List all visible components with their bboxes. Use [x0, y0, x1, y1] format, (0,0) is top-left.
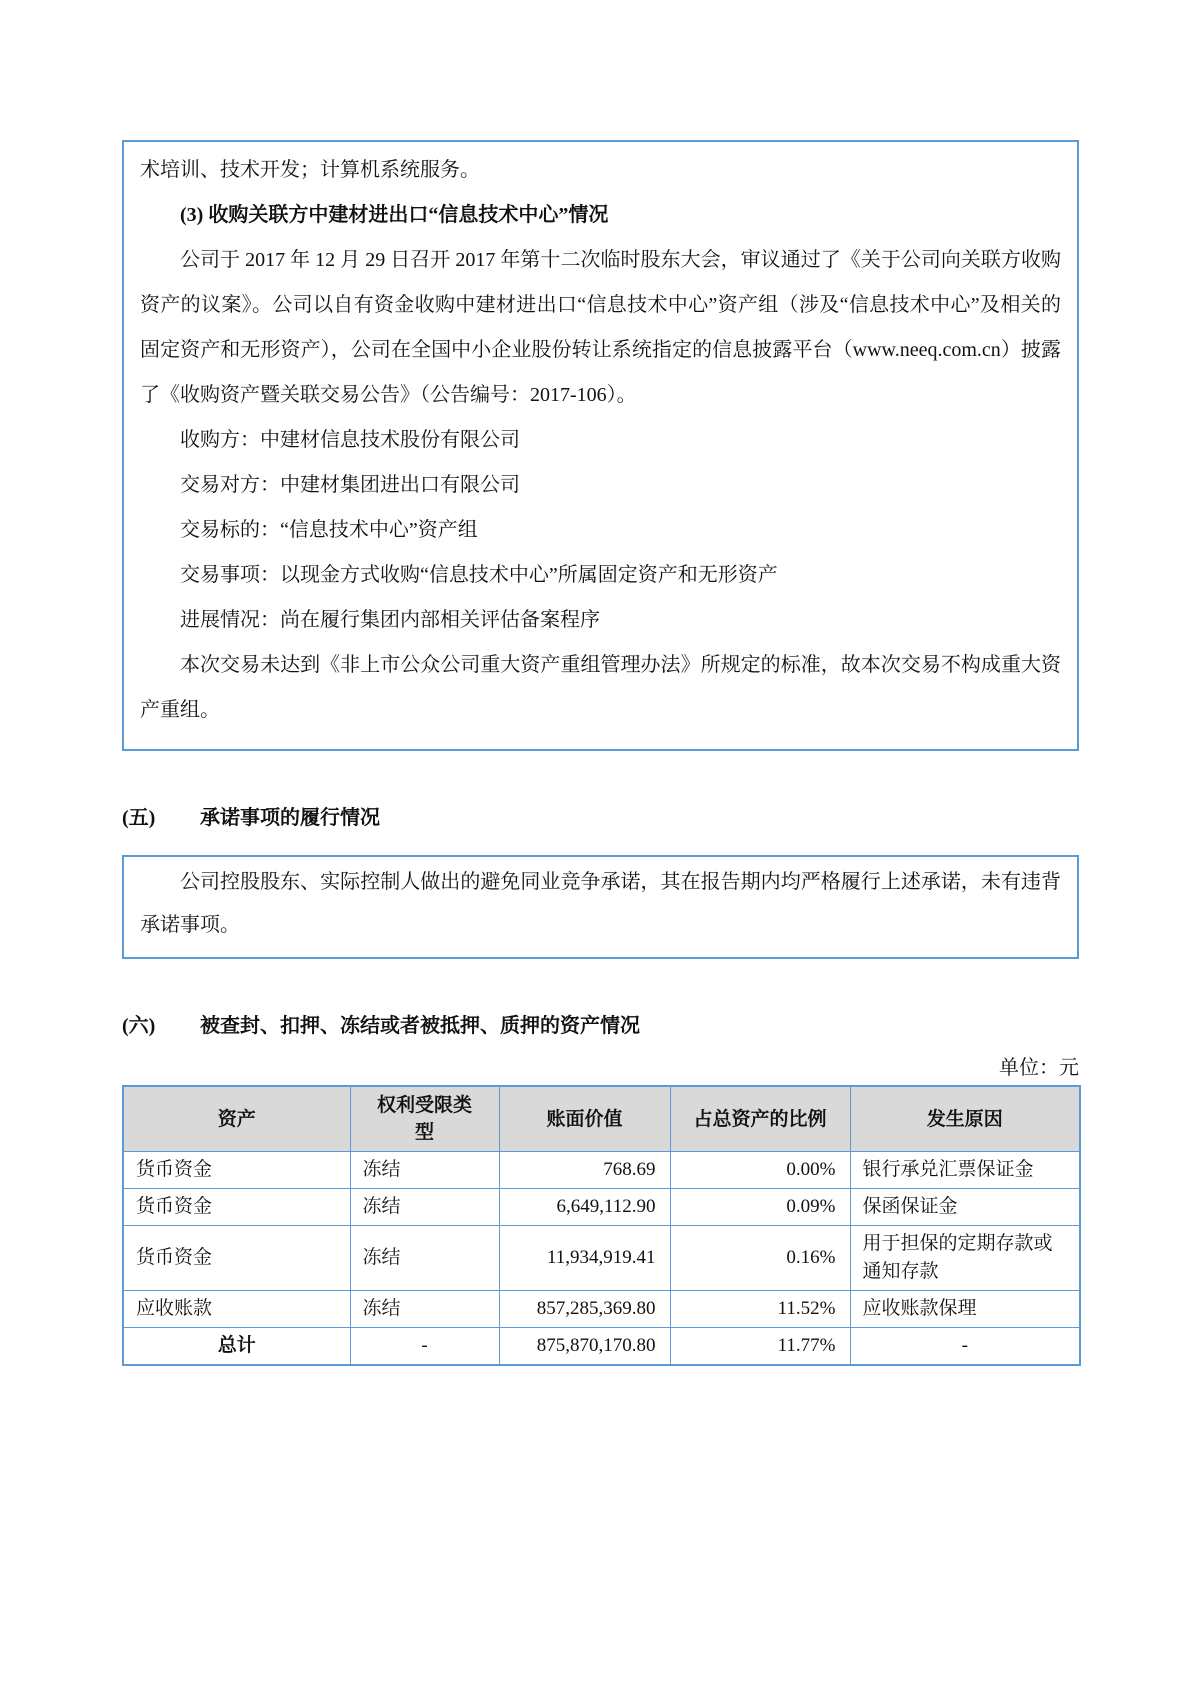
cell-restriction-type: 冻结: [350, 1189, 499, 1226]
section-title-commitments: 承诺事项的履行情况: [200, 807, 380, 829]
cell-restriction-type: 冻结: [350, 1226, 499, 1291]
cell-reason: 用于担保的定期存款或通知存款: [850, 1226, 1080, 1291]
cell-ratio: 0.09%: [670, 1189, 850, 1226]
subsection-heading-3: (3) 收购关联方中建材进出口“信息技术中心”情况: [180, 204, 609, 226]
acquisition-conclusion-paragraph: 本次交易未达到《非上市公众公司重大资产重组管理办法》所规定的标准，故本次交易不构成重大资产重组。: [140, 654, 1061, 721]
table-row: [123, 1291, 1080, 1328]
section-heading-restricted-assets: [122, 1011, 1079, 1041]
table-total-row: [123, 1328, 1080, 1366]
detail-line-progress: 进展情况：尚在履行集团内部相关评估备案程序: [180, 609, 600, 631]
cell-asset: 货币资金: [123, 1189, 350, 1226]
cell-total-reason-dash: -: [850, 1328, 1080, 1366]
cell-ratio: 11.52%: [670, 1291, 850, 1328]
detail-line-transaction: 交易事项：以现金方式收购“信息技术中心”所属固定资产和无形资产: [180, 564, 778, 586]
cell-reason: 保函保证金: [850, 1189, 1080, 1226]
col-header-restriction-type: 权利受限类型: [350, 1086, 499, 1152]
cell-book-value: 11,934,919.41: [499, 1226, 670, 1291]
acquisition-info-box: [122, 140, 1079, 751]
page-content: [122, 140, 1079, 1366]
col-header-ratio: 占总资产的比例: [670, 1086, 850, 1152]
restricted-assets-table: [122, 1085, 1081, 1366]
cell-asset: 货币资金: [123, 1152, 350, 1189]
cell-ratio: 0.16%: [670, 1226, 850, 1291]
cell-reason: 银行承兑汇票保证金: [850, 1152, 1080, 1189]
unit-note: 单位：元: [999, 1057, 1079, 1079]
acquisition-announcement-paragraph: 公司于 2017 年 12 月 29 日召开 2017 年第十二次临时股东大会，审议通过了《关于公司向关联方收购资产的议案》。公司以自有资金收购中建材进出口“信息技术中心”资产组（涉及“信息技术中心”及相关的固定资产和无形资产），公司在全国中小企业股份转让系统指定的信息披露平台（www.neeq.com.cn）披露了《收购资产暨关联交易公告》（公告编号：2017-106）。: [140, 249, 1061, 406]
cell-book-value: 857,285,369.80: [499, 1291, 670, 1328]
cell-total-label: 总计: [123, 1328, 350, 1366]
cell-restriction-type: 冻结: [350, 1291, 499, 1328]
cell-total-ratio: 11.77%: [670, 1328, 850, 1366]
detail-line-counterparty: 交易对方：中建材集团进出口有限公司: [180, 474, 520, 496]
cell-total-restriction-dash: -: [350, 1328, 499, 1366]
section-heading-commitments: [122, 803, 1079, 833]
cell-asset: 应收账款: [123, 1291, 350, 1328]
carryover-text: 术培训、技术开发；计算机系统服务。: [140, 159, 480, 181]
cell-ratio: 0.00%: [670, 1152, 850, 1189]
table-header-row: [123, 1086, 1080, 1152]
commitments-box: [122, 855, 1079, 959]
cell-total-book-value: 875,870,170.80: [499, 1328, 670, 1366]
section-title-restricted-assets: 被查封、扣押、冻结或者被抵押、质押的资产情况: [200, 1015, 640, 1037]
table-row: [123, 1189, 1080, 1226]
detail-line-target: 交易标的：“信息技术中心”资产组: [180, 519, 478, 541]
col-header-asset: 资产: [123, 1086, 350, 1152]
table-row: [123, 1226, 1080, 1291]
commitments-paragraph: 公司控股股东、实际控制人做出的避免同业竞争承诺，其在报告期内均严格履行上述承诺，未有违背承诺事项。: [140, 871, 1061, 936]
cell-book-value: 768.69: [499, 1152, 670, 1189]
cell-reason: 应收账款保理: [850, 1291, 1080, 1328]
col-header-book-value: 账面价值: [499, 1086, 670, 1152]
section-label-6: (六): [122, 1015, 156, 1037]
detail-line-buyer: 收购方：中建材信息技术股份有限公司: [180, 429, 520, 451]
cell-book-value: 6,649,112.90: [499, 1189, 670, 1226]
cell-asset: 货币资金: [123, 1226, 350, 1291]
cell-restriction-type: 冻结: [350, 1152, 499, 1189]
section-label-5: (五): [122, 807, 156, 829]
table-row: [123, 1152, 1080, 1189]
col-header-reason: 发生原因: [850, 1086, 1080, 1152]
